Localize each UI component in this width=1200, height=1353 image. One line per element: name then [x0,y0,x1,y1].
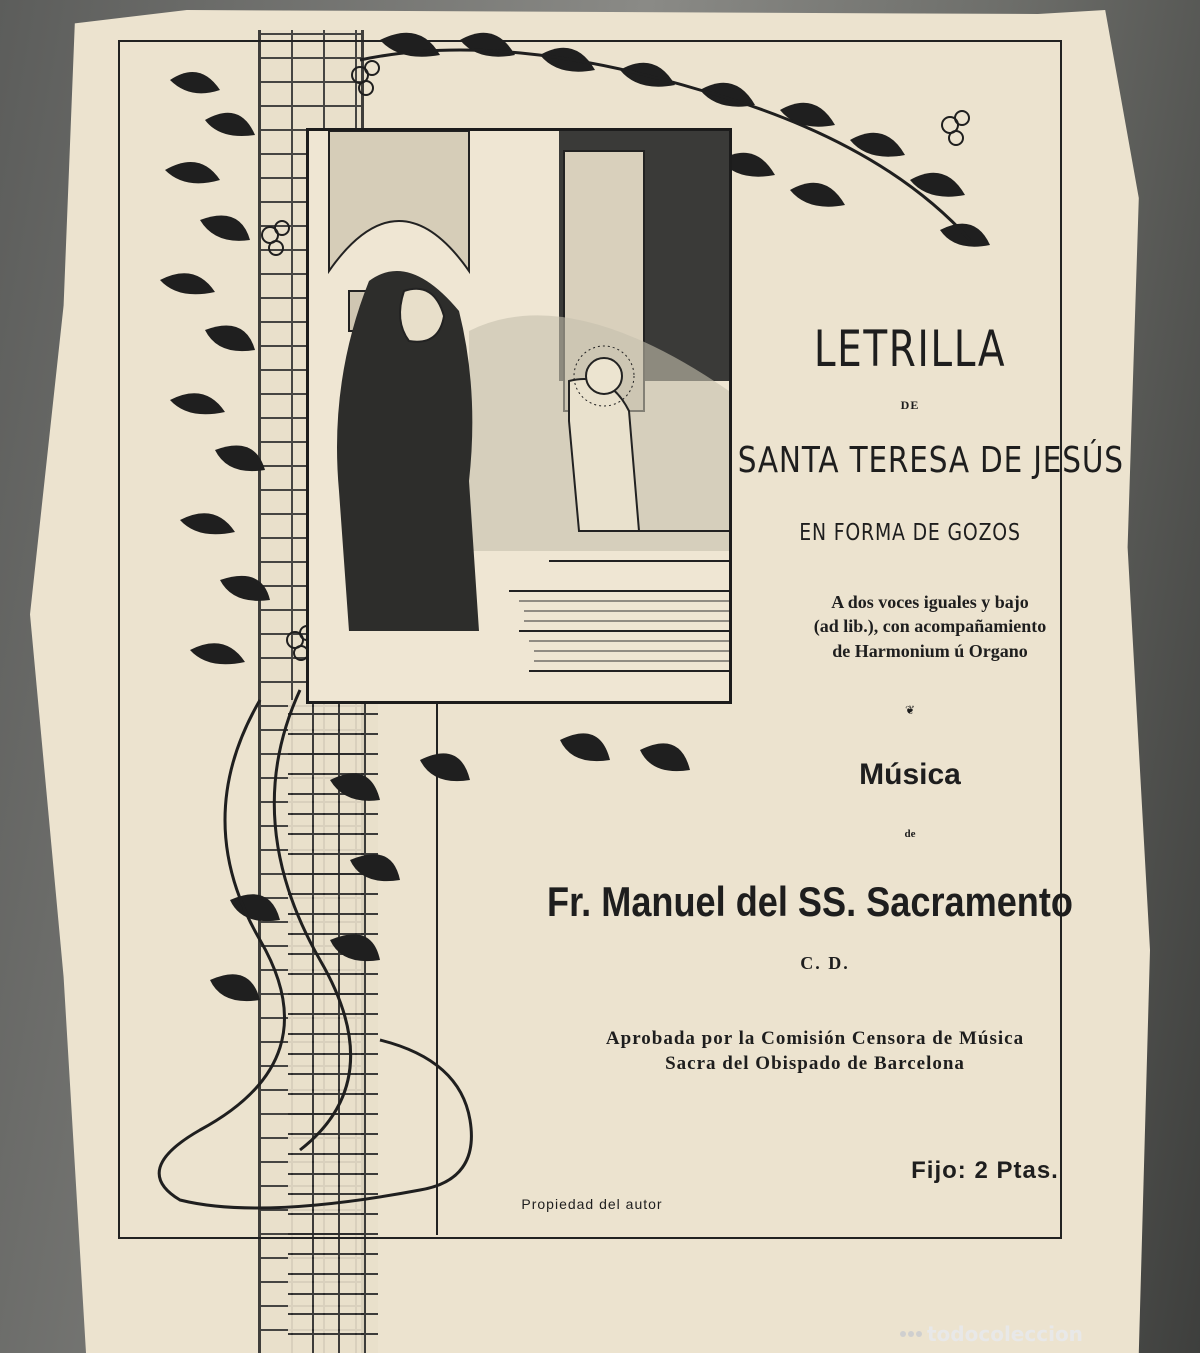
property-notice: Propiedad del autor [521,1196,663,1212]
title-en-forma-de-gozos: EN FORMA DE GOZOS [799,520,1021,546]
fleuron-icon: ❦ [904,703,916,717]
watermark-logo-icon [900,1331,922,1337]
title-santa-teresa: SANTA TERESA DE JESÚS [737,440,1124,481]
approval-line-2: Sacra del Obispado de Barcelona [665,1052,965,1074]
inner-frame [436,660,1058,1235]
approval-statement [510,1027,1120,1076]
music-de: de [904,828,916,840]
music-label: Música [859,758,961,791]
saint-and-child-illustration [306,128,732,704]
voices-line-1: A dos voces iguales y bajo [831,592,1029,612]
approval-line-1: Aprobada por la Comisión Censora de Música [605,1028,1025,1049]
voices-line-2: (ad lib.), con acompañamiento [813,616,1047,637]
price: Fijo: 2 Ptas. [911,1157,1059,1184]
title-de: DE [900,398,920,412]
voices-line-3: de Harmonium ú Organo [832,640,1028,661]
composer-name: Fr. Manuel del SS. Sacramento [547,878,1073,925]
watermark [900,1322,1190,1346]
composer-order: C. D. [800,953,850,973]
title-letrilla: LETRILLA [813,320,1007,378]
voices-description [745,590,1115,663]
watermark-text: todocoleccion [927,1322,1083,1346]
